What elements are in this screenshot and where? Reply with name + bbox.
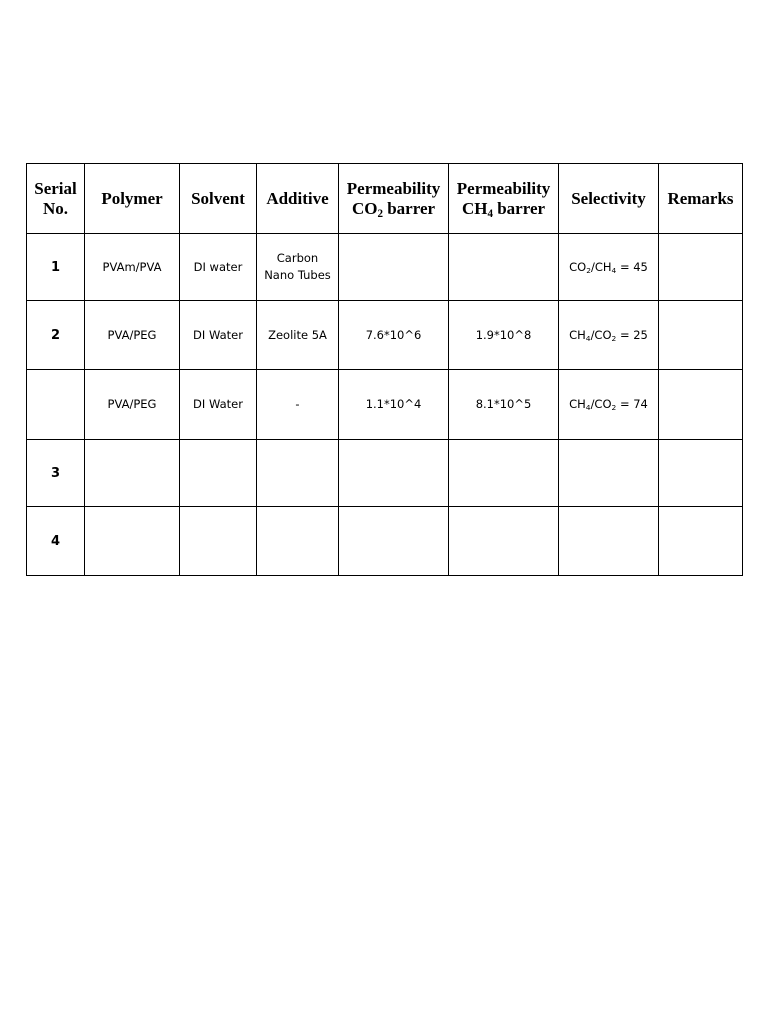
cell-solvent: DI Water xyxy=(180,301,257,370)
table-row xyxy=(27,301,743,370)
cell-remarks xyxy=(659,234,743,301)
cell-solvent: DI Water xyxy=(180,370,257,440)
cell-remarks xyxy=(659,301,743,370)
cell-solvent: DI water xyxy=(180,234,257,301)
cell-permeability-ch4: 8.1*10^5 xyxy=(449,370,559,440)
cell-remarks xyxy=(659,370,743,440)
cell-serial: 1 xyxy=(27,234,85,301)
cell-selectivity: $CH_4/CO_2 = 25$ xyxy=(559,301,659,370)
cell-polymer: PVA/PEG xyxy=(85,301,180,370)
cell-polymer: PVAm/PVA xyxy=(85,234,180,301)
cell-solvent xyxy=(180,440,257,507)
table-row xyxy=(27,507,743,576)
cell-selectivity xyxy=(559,440,659,507)
cell-permeability-co2 xyxy=(339,507,449,576)
cell-additive: Zeolite 5A xyxy=(257,301,339,370)
header-selectivity: Selectivity xyxy=(559,164,659,234)
header-additive: Additive xyxy=(257,164,339,234)
header-remarks: Remarks xyxy=(659,164,743,234)
cell-serial: 2 xyxy=(27,301,85,370)
cell-additive: Carbon Nano Tubes xyxy=(257,234,339,301)
header-permeability-co2: Permeability $CO_2$ barrer xyxy=(339,164,449,234)
table-row xyxy=(27,440,743,507)
cell-permeability-co2: 1.1*10^4 xyxy=(339,370,449,440)
table-row xyxy=(27,234,743,301)
cell-additive xyxy=(257,440,339,507)
cell-remarks xyxy=(659,440,743,507)
cell-serial: 3 xyxy=(27,440,85,507)
cell-permeability-co2 xyxy=(339,234,449,301)
cell-serial xyxy=(27,370,85,440)
cell-remarks xyxy=(659,507,743,576)
cell-permeability-co2 xyxy=(339,440,449,507)
header-permeability-ch4: Permeability $CH_4$ barrer xyxy=(449,164,559,234)
header-polymer: Polymer xyxy=(85,164,180,234)
cell-solvent xyxy=(180,507,257,576)
table-row xyxy=(27,370,743,440)
cell-selectivity: $CO_2/CH_4 = 45$ xyxy=(559,234,659,301)
cell-permeability-ch4: 1.9*10^8 xyxy=(449,301,559,370)
cell-selectivity: $CH_4/CO_2 = 74$ xyxy=(559,370,659,440)
membrane-data-table xyxy=(26,163,743,576)
header-solvent: Solvent xyxy=(180,164,257,234)
header-serial: Serial No. xyxy=(27,164,85,234)
cell-permeability-co2: 7.6*10^6 xyxy=(339,301,449,370)
cell-additive: - xyxy=(257,370,339,440)
cell-polymer xyxy=(85,507,180,576)
cell-polymer: PVA/PEG xyxy=(85,370,180,440)
table-header-row xyxy=(27,164,743,234)
cell-permeability-ch4 xyxy=(449,234,559,301)
cell-additive xyxy=(257,507,339,576)
cell-selectivity xyxy=(559,507,659,576)
cell-permeability-ch4 xyxy=(449,440,559,507)
cell-permeability-ch4 xyxy=(449,507,559,576)
cell-polymer xyxy=(85,440,180,507)
cell-serial: 4 xyxy=(27,507,85,576)
